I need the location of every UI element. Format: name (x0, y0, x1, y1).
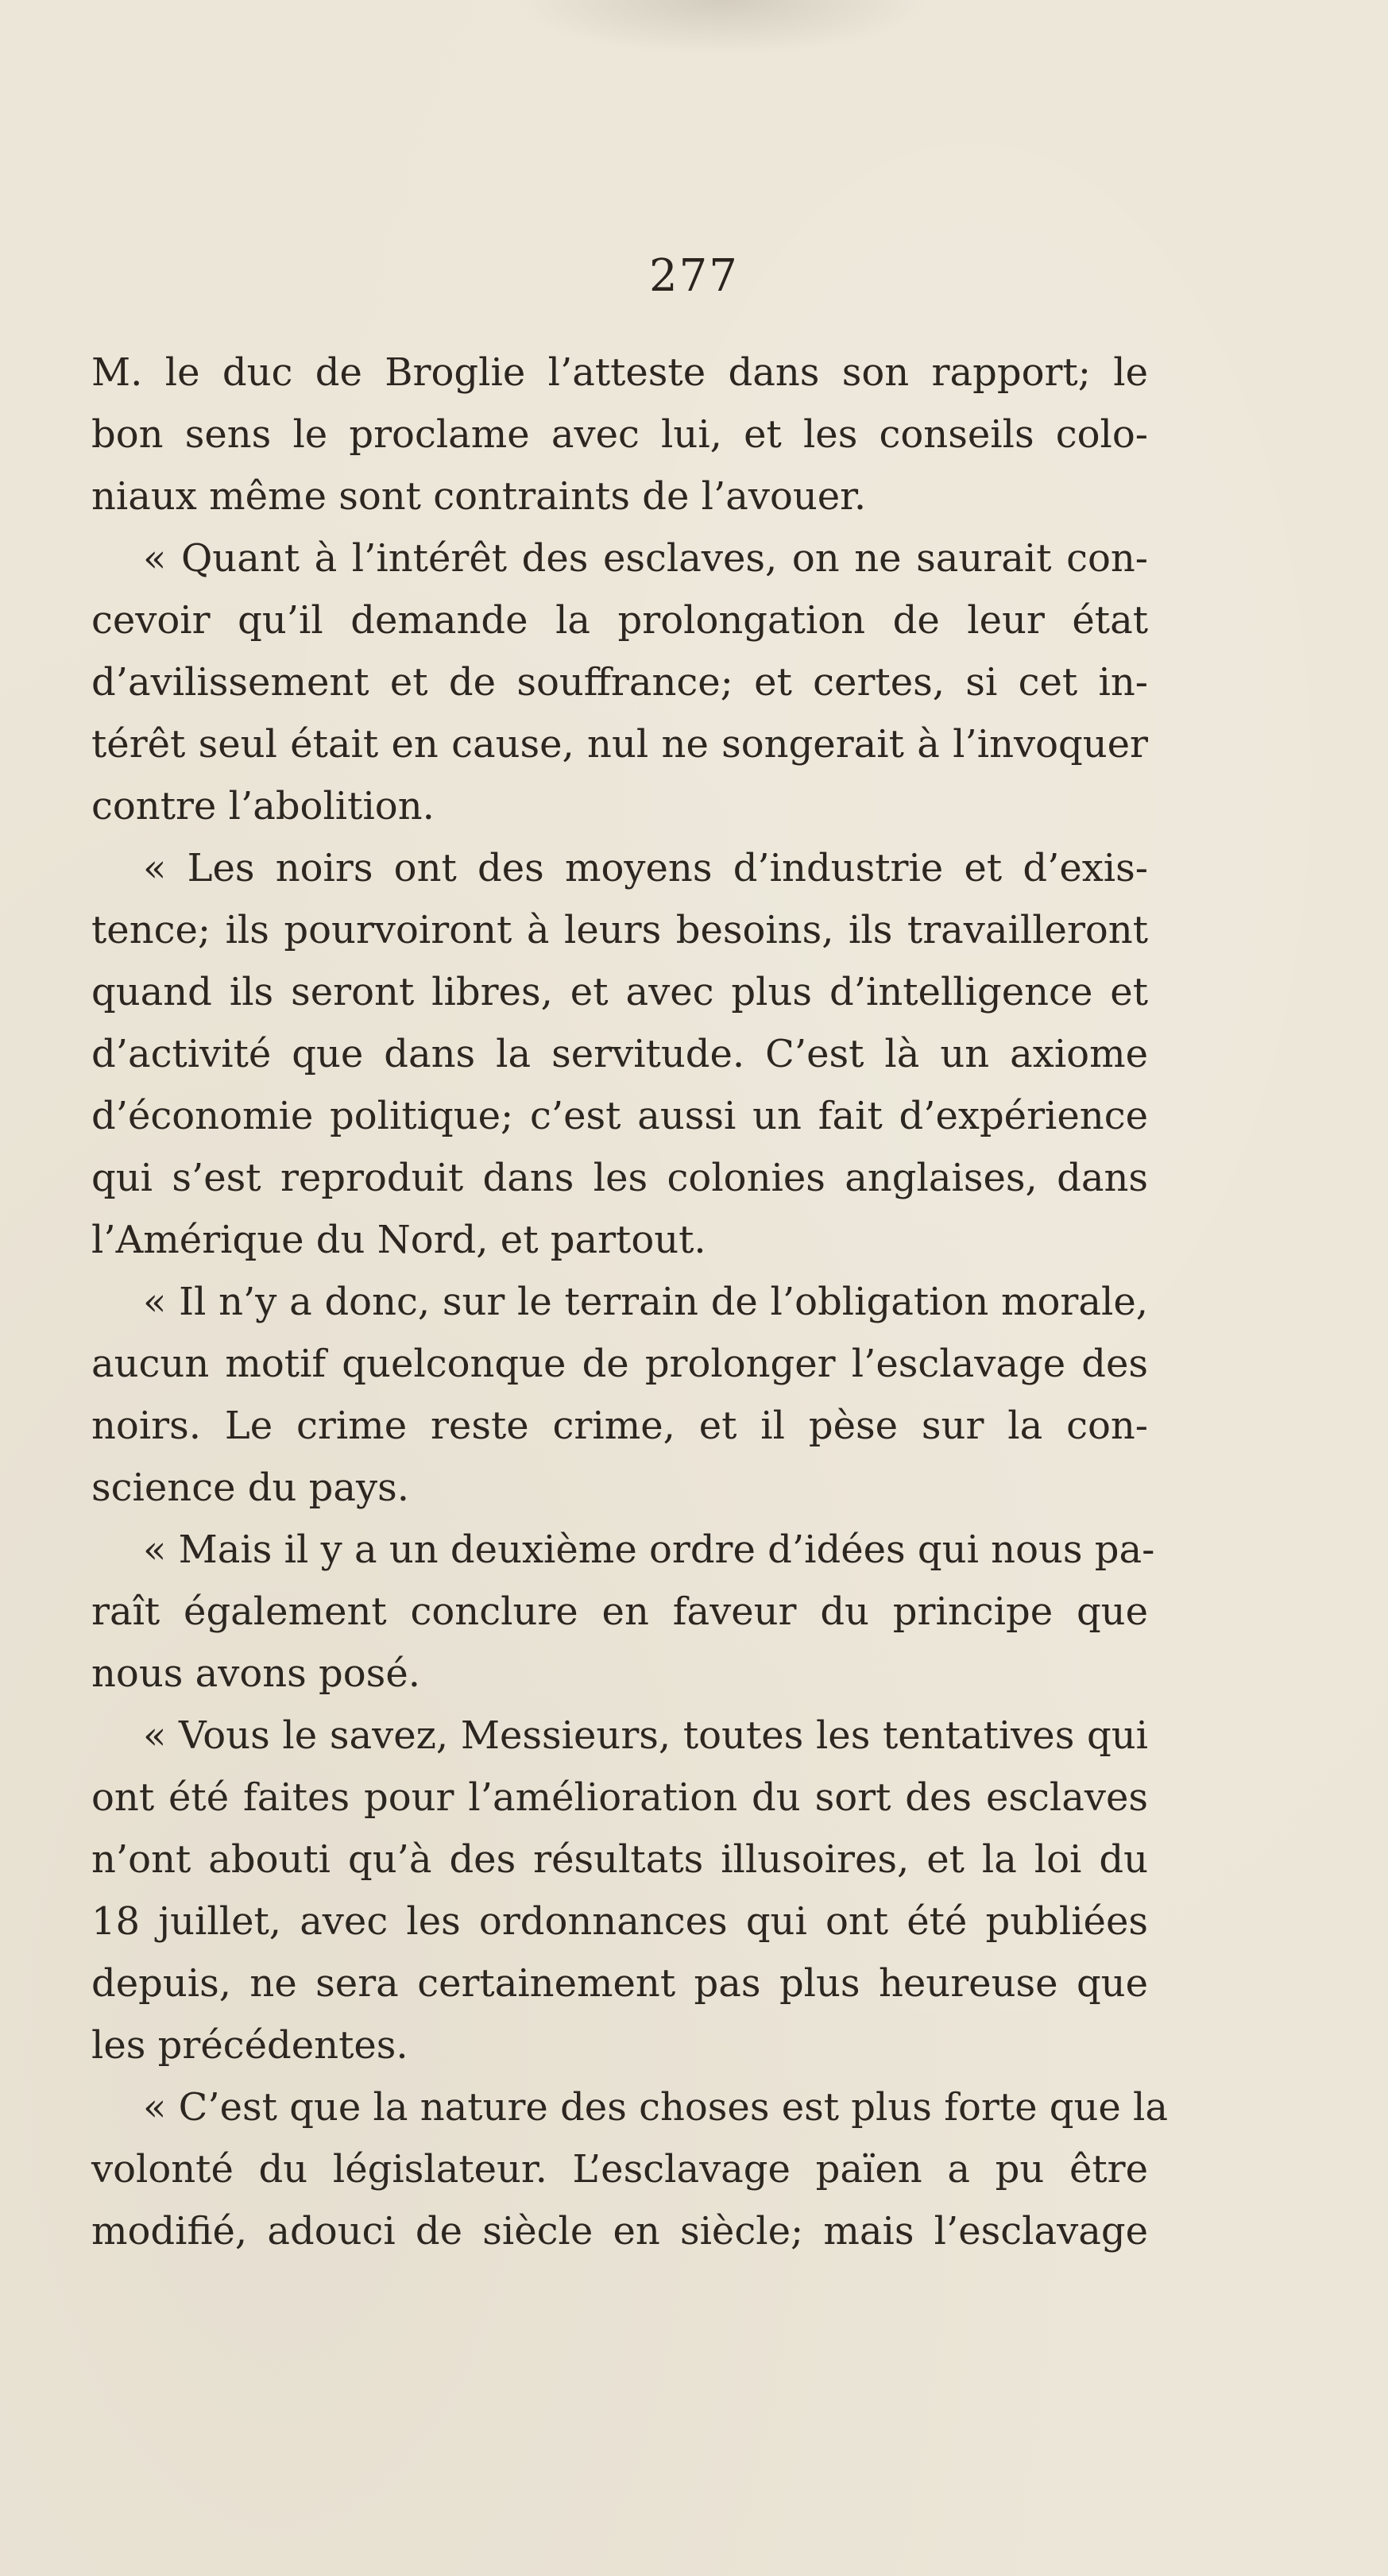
page-number: 277 (649, 250, 739, 302)
text-line: niaux même sont contraints de l’avouer. (91, 474, 867, 519)
text-line: « Quant à l’intérêt des esclaves, on ne saurait con- (143, 536, 1148, 581)
text-line: science du pays. (91, 1466, 409, 1510)
text-line: bon sens le proclame avec lui, et les conseils colo- (91, 412, 1148, 457)
text-line: aucun motif quelconque de prolonger l’esclavage des (91, 1342, 1148, 1386)
text-line: « Vous le savez, Messieurs, toutes les tentatives qui (143, 1713, 1148, 1758)
text-line: n’ont abouti qu’à des résultats illusoires, et la loi du (91, 1837, 1148, 1882)
text-line: ont été faites pour l’amélioration du sort des esclaves (91, 1775, 1148, 1820)
text-line: depuis, ne sera certainement pas plus heureuse que (91, 1961, 1148, 2006)
text-line: tence; ils pourvoiront à leurs besoins, ils travailleront (91, 908, 1148, 952)
text-line: d’avilissement et de souffrance; et certes, si cet in- (91, 660, 1148, 705)
text-line: « Mais il y a un deuxième ordre d’idées qui nous pa- (143, 1527, 1155, 1572)
text-line: cevoir qu’il demande la prolongation de leur état (91, 598, 1148, 643)
text-line: les précédentes. (91, 2023, 408, 2068)
text-line: 18 juillet, avec les ordonnances qui ont été publiées (91, 1899, 1148, 1944)
text-line: l’Amérique du Nord, et partout. (91, 1218, 706, 1262)
text-line: qui s’est reproduit dans les colonies anglaises, dans (91, 1156, 1148, 1200)
text-line: M. le duc de Broglie l’atteste dans son rapport; le (91, 350, 1148, 395)
body-text (91, 342, 1169, 2262)
text-line: quand ils seront libres, et avec plus d’intelligence et (91, 970, 1148, 1014)
text-line: « Il n’y a donc, sur le terrain de l’obligation morale, (143, 1280, 1148, 1324)
text-line: « C’est que la nature des choses est plus forte que la (143, 2085, 1169, 2130)
text-line: « Les noirs ont des moyens d’industrie et d’exis- (143, 846, 1148, 890)
text-line: nous avons posé. (91, 1651, 420, 1696)
text-line: raît également conclure en faveur du principe que (91, 1589, 1148, 1634)
text-line: d’activité que dans la servitude. C’est là un axiome (91, 1032, 1148, 1076)
text-line: volonté du législateur. L’esclavage païen a pu être (91, 2147, 1148, 2192)
text-line: noirs. Le crime reste crime, et il pèse sur la con- (91, 1404, 1148, 1448)
text-line: d’économie politique; c’est aussi un fait d’expérience (91, 1094, 1148, 1138)
text-line: modifié, adouci de siècle en siècle; mais l’esclavage (91, 2209, 1148, 2254)
page-edge-shadow (516, 0, 930, 56)
text-line: contre l’abolition. (91, 784, 435, 828)
text-line: térêt seul était en cause, nul ne songerait à l’invoquer (91, 722, 1148, 767)
